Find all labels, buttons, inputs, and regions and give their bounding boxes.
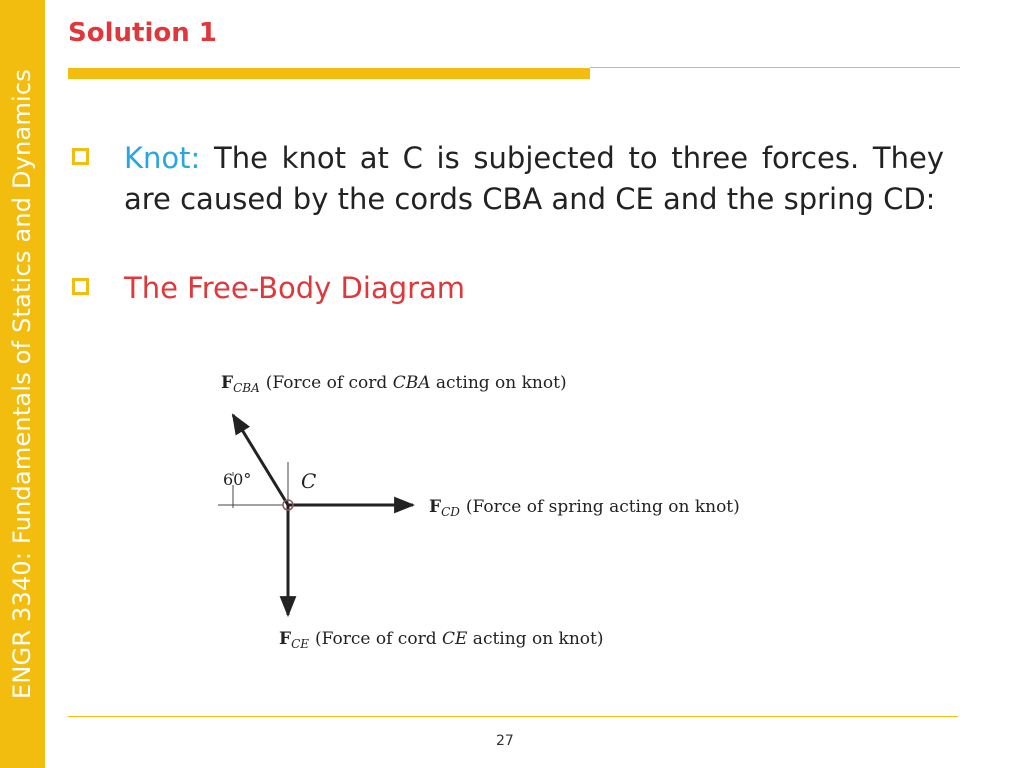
force-ce-desc-after: acting on knot) [467,629,604,649]
force-ce-desc-italic: CE [441,629,468,649]
force-cd-symbol: F [429,497,442,517]
force-cba-arrow [233,415,288,505]
force-cd-label [429,497,740,519]
footer-rule [68,716,958,717]
force-cba-desc-before: (Force of cord [265,373,393,393]
free-body-diagram-svg [213,360,813,660]
force-cd-subscript: CD [441,505,460,519]
course-title: ENGR 3340: Fundamentals of Statics and Dynamics [8,69,36,699]
force-ce-symbol: F [279,629,292,649]
force-cba-symbol: F [221,373,234,393]
bullet-text: The knot at C is subjected to three forces. They are caused by the cords CBA and CE and the spring CD: [124,141,944,216]
force-cba-subscript: CBA [233,381,260,395]
force-cd-desc: (Force of spring acting on knot) [465,497,740,517]
bullet-free-body-diagram: The Free-Body Diagram [124,271,466,305]
force-cba-desc-after: acting on knot) [430,373,567,393]
slide-title: Solution 1 [68,18,217,48]
title-underline [68,68,590,79]
bullet-icon [72,278,89,295]
bullet-icon [72,148,89,165]
sidebar [0,0,45,768]
force-ce-subscript: CE [291,637,310,651]
force-cba-label [221,373,567,395]
force-ce-label [279,629,604,651]
bullet-keyword: Knot: [124,141,201,175]
angle-label: 60° [223,470,252,489]
bullet-paragraph-knot [124,138,944,220]
free-body-diagram [213,360,813,660]
force-cba-desc-italic: CBA [392,373,431,393]
point-label: C [301,469,317,493]
force-ce-desc-before: (Force of cord [315,629,442,649]
title-underline-thin [590,67,960,68]
page-number: 27 [496,733,514,749]
